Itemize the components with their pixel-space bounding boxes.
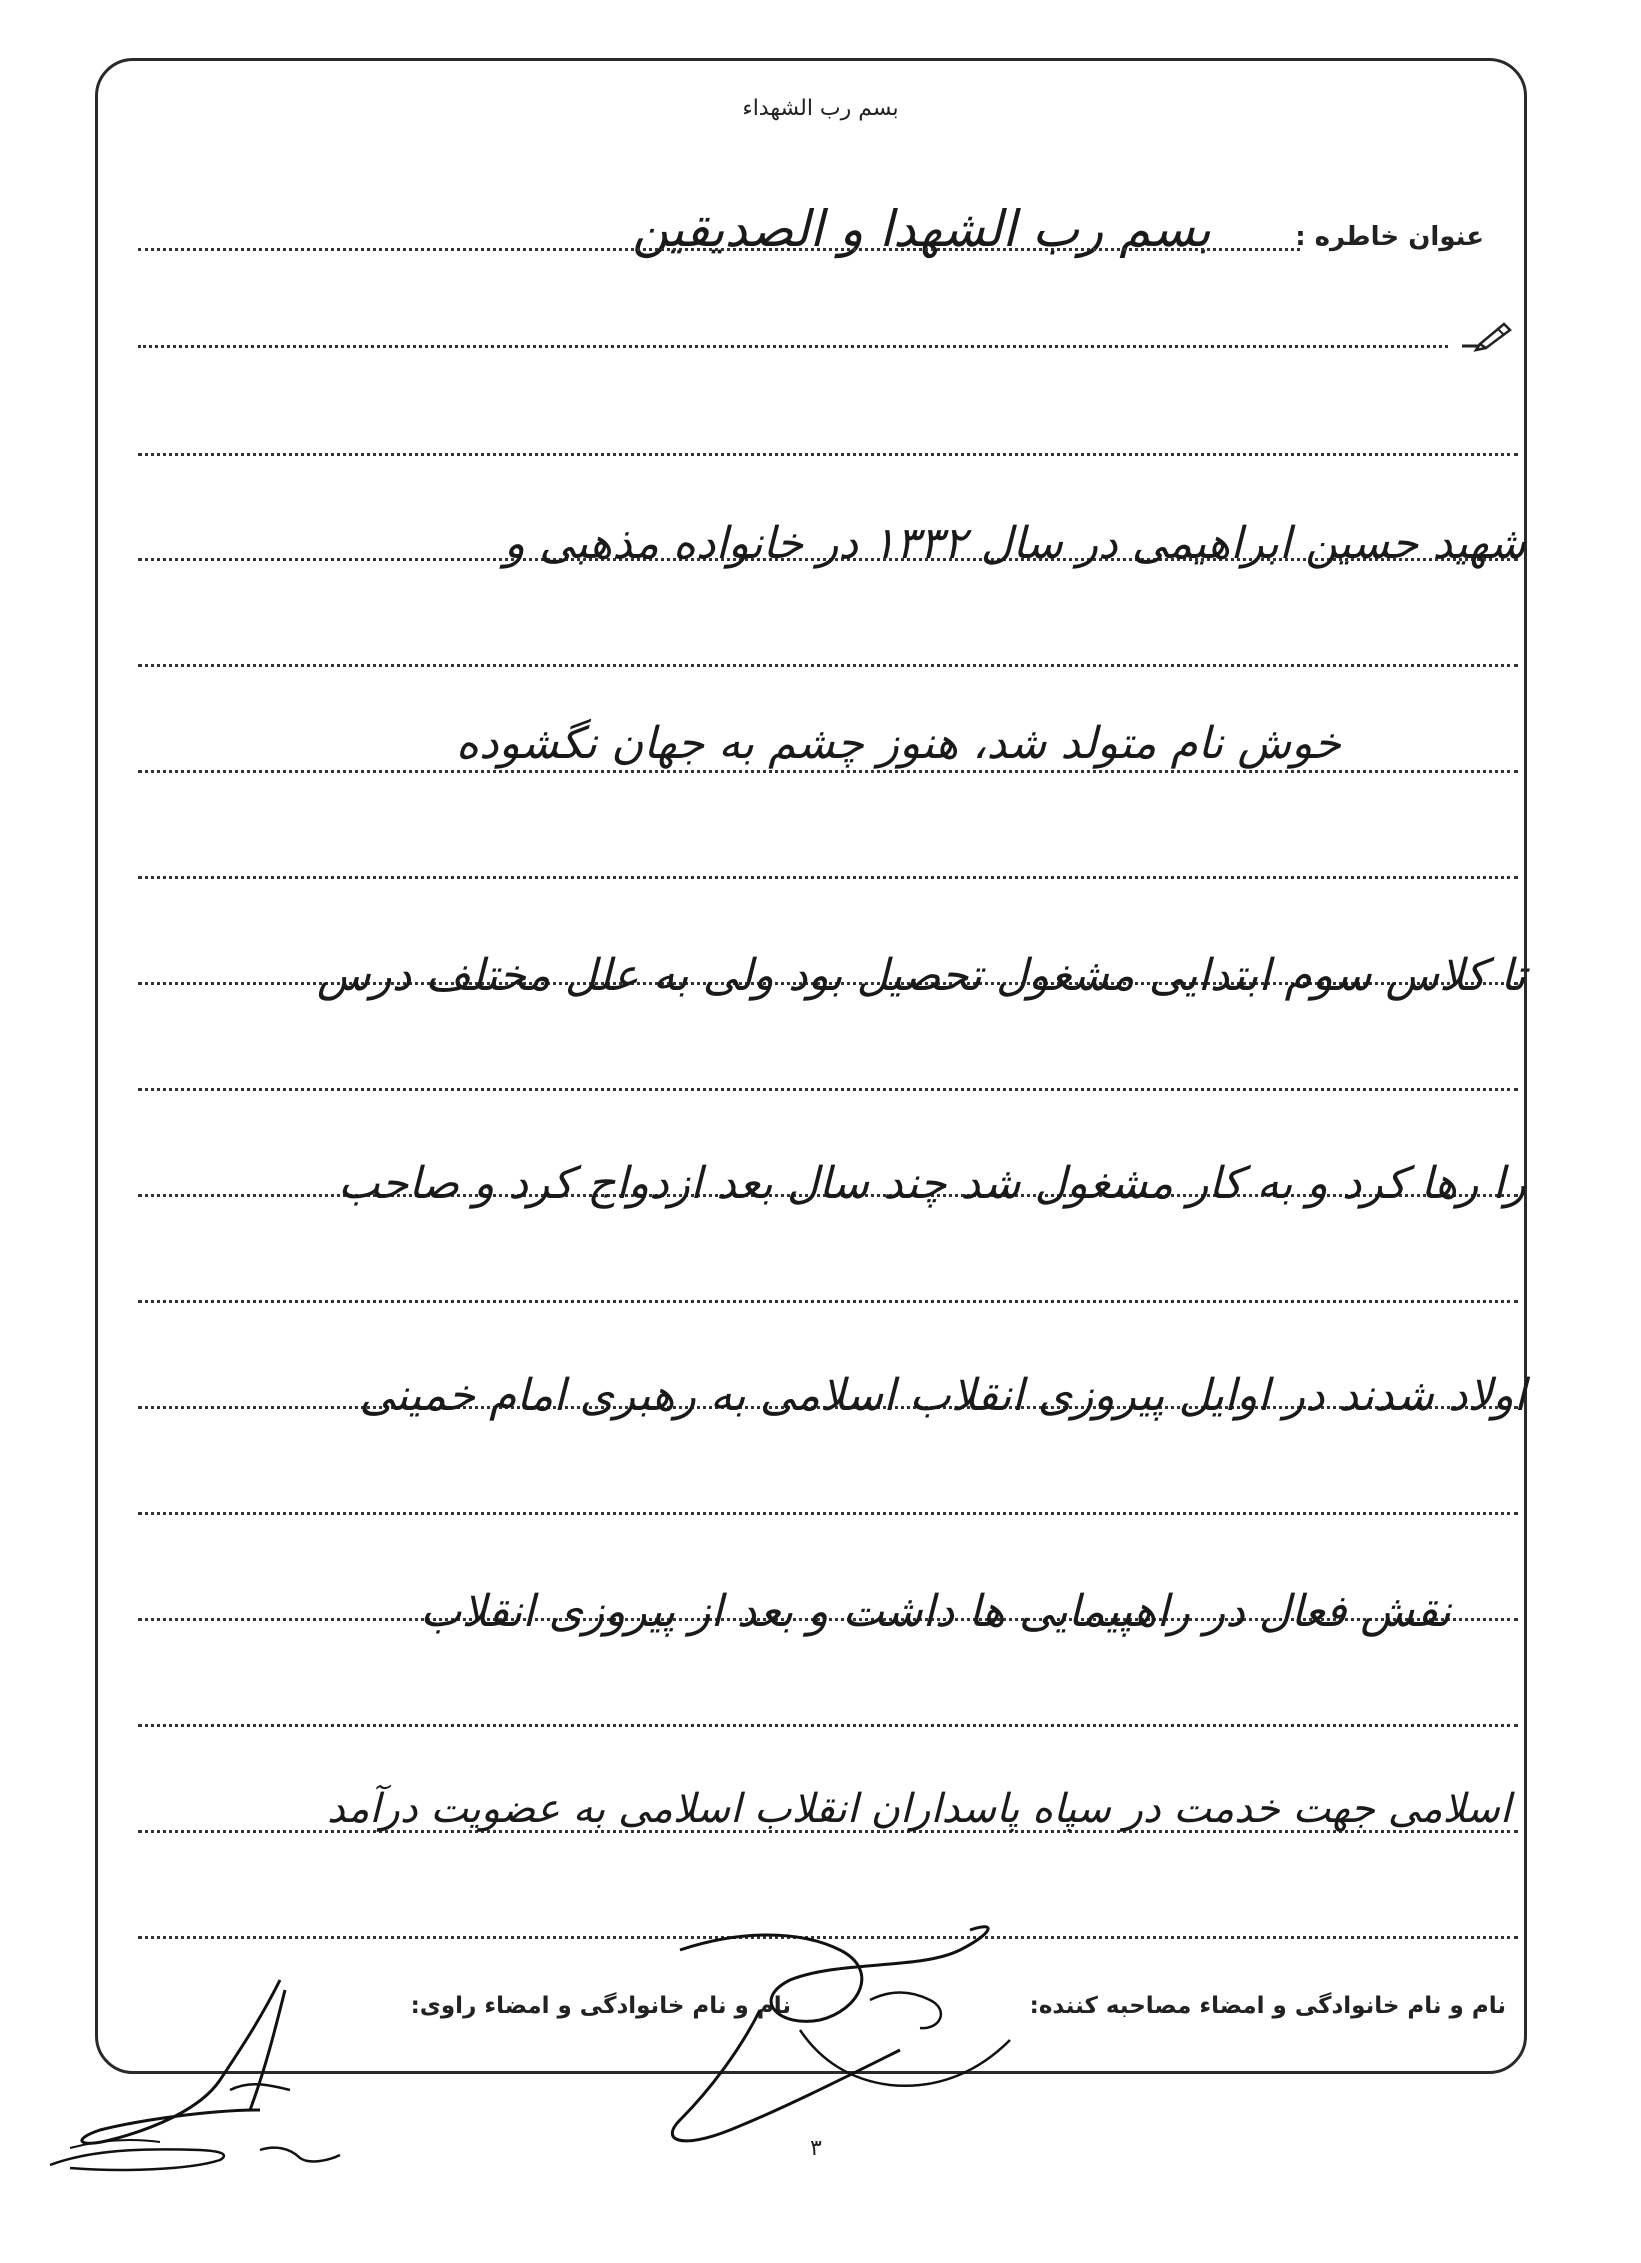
ruled-line — [138, 876, 1518, 879]
narrator-signature — [30, 1960, 350, 2190]
memoir-title-label: عنوان خاطره : — [1295, 222, 1484, 252]
ruled-line — [138, 770, 1518, 773]
memoir-title-value: بسم رب الشهدا و الصدیقین — [632, 200, 1211, 258]
ruled-line — [138, 1088, 1518, 1091]
ruled-line — [138, 1512, 1518, 1515]
memoir-line: نقش فعال در راهپیمایی ها داشت و بعد از پیروزی انقلاب — [420, 1586, 1451, 1637]
ruled-line — [138, 1724, 1518, 1727]
title-line — [138, 248, 1300, 251]
interviewer-signature — [620, 1910, 1040, 2170]
interviewer-signature-label: نام و نام خانوادگی و امضاء مصاحبه کننده: — [1029, 1993, 1506, 2019]
memoir-line: را رها کرد و به کار مشغول شد چند سال بعد ازدواج کرد و صاحب — [338, 1158, 1526, 1209]
ruled-line — [138, 664, 1518, 667]
ruled-line — [138, 345, 1448, 348]
page-number: ۳ — [810, 2136, 822, 2161]
ruled-line — [138, 453, 1518, 456]
memoir-line: اولاد شدند در اوایل پیروزی انقلاب اسلامی به رهبری امام خمینی — [359, 1370, 1526, 1421]
basmala-header: بسم رب الشهداء — [742, 96, 899, 121]
memoir-line: تا کلاس سوم ابتدایی مشغول تحصیل بود ولی به علل مختلف درس — [316, 950, 1526, 1001]
ruled-line — [138, 1300, 1518, 1303]
narrator-signature-label: نام و نام خانوادگی و امضاء راوی: — [410, 1993, 791, 2019]
memoir-line: خوش نام متولد شد، هنوز چشم به جهان نگشوده — [455, 718, 1341, 769]
memoir-line: اسلامی جهت خدمت در سپاه پاسداران انقلاب اسلامی به عضویت درآمد — [326, 1786, 1511, 1832]
pen-writing-icon — [1458, 318, 1514, 352]
form-border — [95, 58, 1527, 2074]
memoir-line: شهید حسین ابراهیمی در سال ۱۳۳۲ در خانواده مذهبی و — [503, 518, 1526, 569]
